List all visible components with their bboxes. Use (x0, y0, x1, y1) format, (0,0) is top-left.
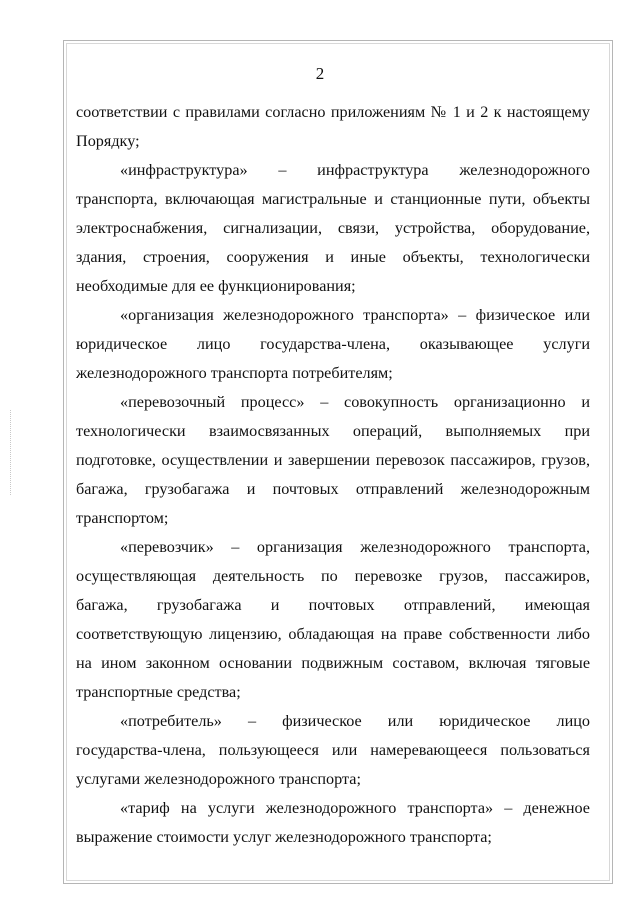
text-line: юридическое лицо государства-члена, оказывающее услуги (76, 335, 590, 353)
text-line: услугами железнодорожного транспорта; (76, 770, 361, 788)
page-number: 2 (315, 64, 325, 83)
definition-tariff (76, 794, 590, 852)
text-line: соответствующую лицензию, обладающая на праве собственности либо (76, 625, 590, 643)
text-line: технологически взаимосвязанных операций, выполняемых при (76, 422, 590, 440)
text-line: государства-члена, пользующееся или намеревающееся пользоваться (76, 741, 590, 759)
text-line: транспорта, включающая магистральные и станционные пути, объекты (76, 190, 590, 208)
definition-carrier (76, 533, 590, 707)
text-line: транспортные средства; (76, 683, 241, 701)
text-line: выражение стоимости услуг железнодорожного транспорта; (76, 828, 492, 846)
text-line: «перевозочный процесс» – совокупность организационно и (120, 393, 590, 411)
paragraph-continuation (76, 98, 590, 156)
text-line: осуществляющая деятельность по перевозке грузов, пассажиров, (76, 567, 590, 585)
text-line: «тариф на услуги железнодорожного транспорта» – денежное (120, 799, 590, 817)
definition-transportation-process (76, 388, 590, 533)
text-line: подготовке, осуществлении и завершении перевозок пассажиров, грузов, (76, 451, 590, 469)
text-line: Порядку; (76, 132, 140, 150)
text-line: транспортом; (76, 509, 169, 527)
scan-edge-mark (10, 410, 13, 495)
text-line: «инфраструктура» – инфраструктура железнодорожного (120, 161, 590, 179)
text-line: «потребитель» – физическое или юридическое лицо (120, 712, 590, 730)
text-line: соответствии с правилами согласно приложениям № 1 и 2 к настоящему (76, 103, 590, 121)
text-line: электроснабжения, сигнализации, связи, устройства, оборудование, (76, 219, 590, 237)
definition-infrastructure (76, 156, 590, 301)
text-line: багажа, грузобагажа и почтовых отправлений железнодорожным (76, 480, 590, 498)
definition-railway-organization (76, 301, 590, 388)
text-line: «перевозчик» – организация железнодорожного транспорта, (120, 538, 590, 556)
text-line: багажа, грузобагажа и почтовых отправлений, имеющая (76, 596, 590, 614)
text-line: «организация железнодорожного транспорта» – физическое или (120, 306, 590, 324)
document-body (76, 98, 590, 852)
text-line: здания, строения, сооружения и иные объекты, технологически (76, 248, 590, 266)
definition-consumer (76, 707, 590, 794)
text-line: необходимые для ее функционирования; (76, 277, 356, 295)
text-line: железнодорожного транспорта потребителям; (76, 364, 393, 382)
text-line: на ином законном основании подвижным составом, включая тяговые (76, 654, 590, 672)
